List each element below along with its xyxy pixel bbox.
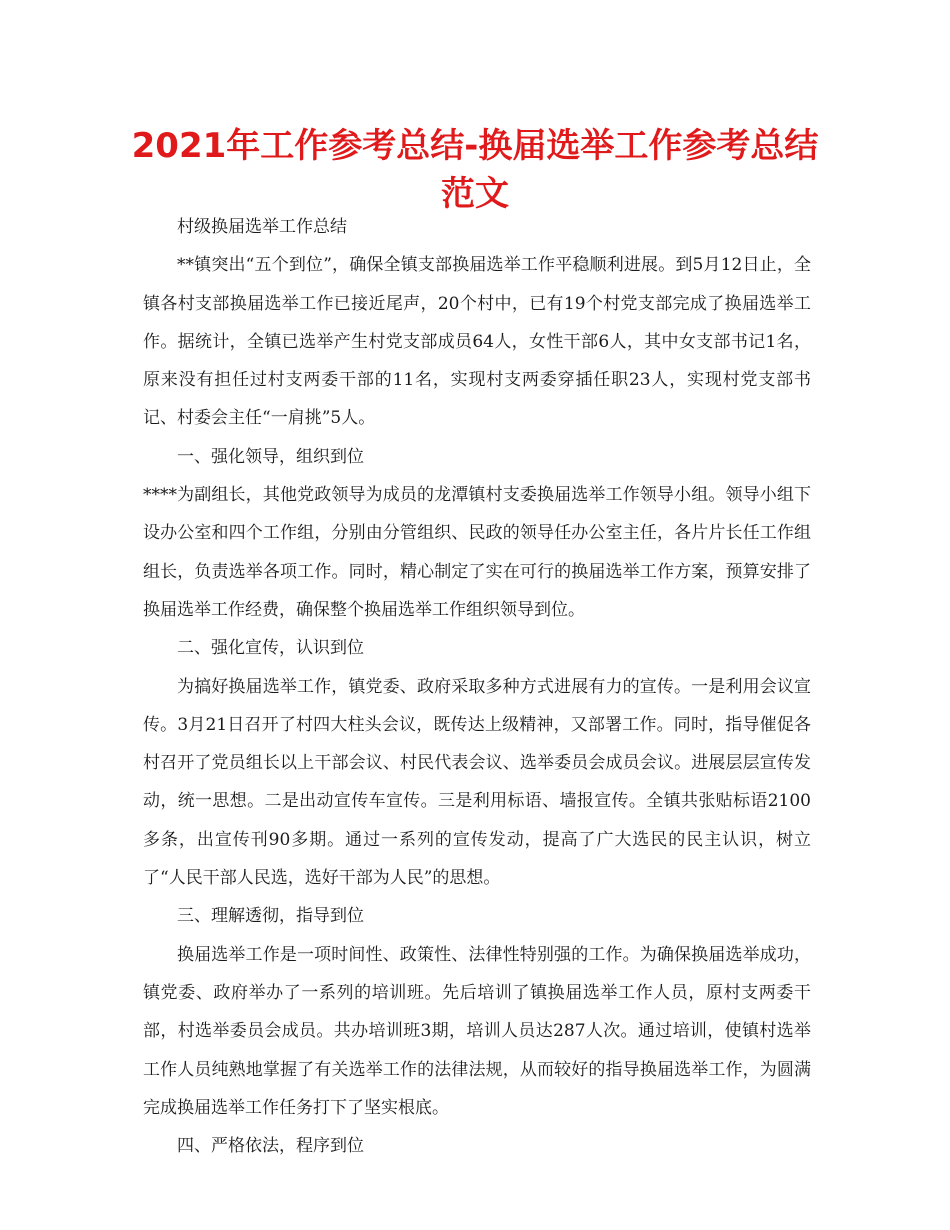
section-heading-4: 四、严格依法，程序到位 xyxy=(177,1136,364,1157)
section-3-paragraph: 换届选举工作是一项时间性、政策性、法律性特别强的工作。为确保换届选举成功，镇党委、政府举办了一系列的培训班。先后培训了镇换届选举工作人员，原村支两委干部，村选举委员会成员。共办培训班3期，培训人员达287人次。通过培训，使镇村选举工作人员纯熟地掌握了有关选举工作的法律法规，从而较好的指导换届选举工作，为圆满完成换届选举工作任务打下了坚实根底。 xyxy=(143,944,811,1118)
document-body xyxy=(143,208,811,1165)
section-heading-2: 二、强化宣传，认识到位 xyxy=(177,638,364,659)
subtitle-paragraph: 村级换届选举工作总结 xyxy=(177,217,347,237)
section-heading-3: 三、理解透彻，指导到位 xyxy=(177,906,364,927)
intro-paragraph: **镇突出“五个到位”，确保全镇支部换届选举工作平稳顺利进展。到5月12日止，全镇各村支部换届选举工作已接近尾声，20个村中，已有19个村党支部完成了换届选举工作。据统计，全镇已选举产生村党支部成员64人，女性干部6人，其中女支部书记1名，原来没有担任过村支两委干部的11名，实现村支两委穿插任职23人，实现村党支部书记、村委会主任“一肩挑”5人。 xyxy=(143,255,811,429)
section-1-paragraph: ****为副组长，其他党政领导为成员的龙潭镇村支委换届选举工作领导小组。领导小组下设办公室和四个工作组，分别由分管组织、民政的领导任办公室主任，各片片长任工作组组长，负责选举各项工作。同时，精心制定了实在可行的换届选举工作方案，预算安排了换届选举工作经费，确保整个换届选举工作组织领导到位。 xyxy=(143,485,811,620)
section-heading-1: 一、强化领导，组织到位 xyxy=(177,446,364,467)
document-title: 2021年工作参考总结-换届选举工作参考总结范文 xyxy=(131,126,819,214)
section-2-paragraph: 为搞好换届选举工作，镇党委、政府采取多种方式进展有力的宣传。一是利用会议宣传。3月21日召开了村四大柱头会议，既传达上级精神，又部署工作。同时，指导催促各村召开了党员组长以上干部会议、村民代表会议、选举委员会成员会议。进展层层宣传发动，统一思想。二是出动宣传车宣传。三是利用标语、墙报宣传。全镇共张贴标语2100多条，出宣传刊90多期。通过一系列的宣传发动，提高了广大选民的民主认识，树立了“人民干部人民选，选好干部为人民”的思想。 xyxy=(143,676,811,889)
